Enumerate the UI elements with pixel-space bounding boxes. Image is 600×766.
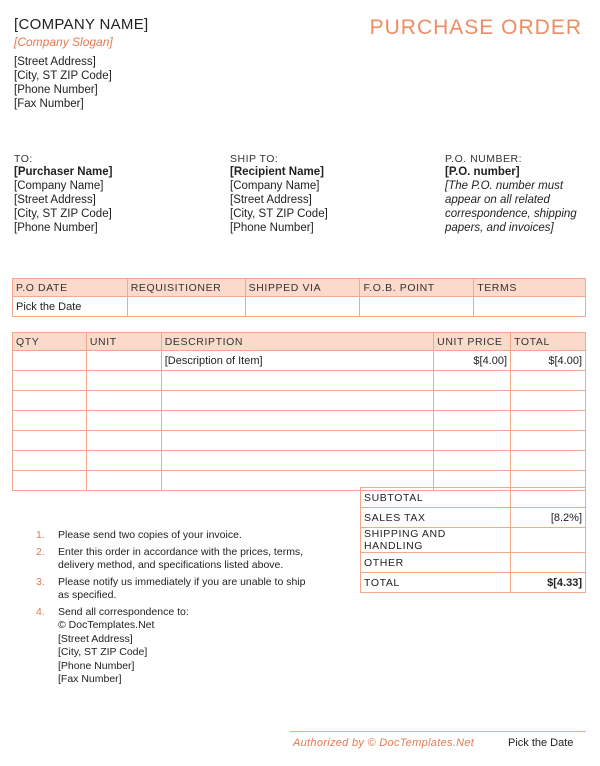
note-text: Please send two copies of your invoice.	[58, 529, 242, 541]
company-slogan: [Company Slogan]	[14, 35, 113, 49]
shipping-value[interactable]	[511, 528, 586, 553]
header-fob-point: F.O.B. POINT	[360, 279, 474, 297]
table-row	[13, 391, 586, 411]
ship-to-label: SHIP TO:	[230, 153, 279, 165]
qty-cell[interactable]	[13, 451, 87, 471]
unit-price-cell[interactable]	[434, 411, 511, 431]
note-text: [Phone Number]	[58, 659, 135, 672]
table-row	[13, 371, 586, 391]
description-cell[interactable]	[161, 391, 433, 411]
table-row	[13, 431, 586, 451]
ship-city[interactable]: [City, ST ZIP Code]	[230, 208, 328, 220]
po-label: P.O. NUMBER:	[445, 153, 522, 165]
qty-cell[interactable]	[13, 431, 87, 451]
note-text: [City, ST ZIP Code]	[58, 646, 148, 658]
note-number: 3.	[36, 575, 45, 588]
unit-price-cell[interactable]	[434, 451, 511, 471]
shipping-label: SHIPPING AND HANDLING	[361, 528, 511, 553]
total-cell[interactable]	[511, 451, 586, 471]
company-fax: [Fax Number]	[14, 98, 84, 110]
po-note-line: appear on all related	[445, 194, 550, 206]
header-unit: UNIT	[86, 333, 161, 351]
recipient-name[interactable]: [Recipient Name]	[230, 166, 324, 178]
ship-phone[interactable]: [Phone Number]	[230, 222, 314, 234]
total-cell[interactable]	[511, 371, 586, 391]
subtotal-value[interactable]	[511, 488, 586, 508]
table-row	[13, 411, 586, 431]
totals-table	[360, 487, 586, 593]
list-item	[36, 606, 306, 687]
description-cell[interactable]	[161, 371, 433, 391]
company-phone: [Phone Number]	[14, 84, 98, 96]
header-qty: QTY	[13, 333, 87, 351]
unit-price-cell[interactable]	[434, 431, 511, 451]
po-block	[445, 153, 577, 235]
ship-street[interactable]: [Street Address]	[230, 194, 312, 206]
unit-cell[interactable]	[86, 451, 161, 471]
unit-cell[interactable]	[86, 431, 161, 451]
document-title: PURCHASE ORDER	[369, 16, 582, 39]
description-cell[interactable]	[161, 411, 433, 431]
header-requisitioner: REQUISITIONER	[127, 279, 245, 297]
qty-cell[interactable]	[13, 371, 87, 391]
note-number: 2.	[36, 545, 45, 558]
unit-price-cell[interactable]	[434, 371, 511, 391]
note-text: © DocTemplates.Net	[58, 619, 155, 631]
unit-cell[interactable]	[86, 471, 161, 491]
description-cell[interactable]	[161, 451, 433, 471]
sales-tax-value[interactable]: [8.2%]	[511, 508, 586, 528]
header-description: DESCRIPTION	[161, 333, 433, 351]
other-value[interactable]	[511, 553, 586, 573]
list-item	[36, 529, 306, 543]
company-address	[14, 55, 112, 111]
note-text: as specified.	[58, 589, 117, 601]
note-number: 1.	[36, 529, 45, 541]
unit-price-cell[interactable]	[434, 391, 511, 411]
signature-line	[290, 731, 586, 732]
purchaser-name[interactable]: [Purchaser Name]	[14, 166, 113, 178]
po-note-line: papers, and invoices]	[445, 222, 554, 234]
qty-cell[interactable]	[13, 471, 87, 491]
to-phone[interactable]: [Phone Number]	[14, 222, 98, 234]
note-text: [Fax Number]	[58, 673, 122, 685]
note-text: delivery method, and specifications listed above.	[58, 559, 284, 571]
unit-cell[interactable]	[86, 411, 161, 431]
other-label: OTHER	[361, 553, 511, 573]
to-block	[14, 153, 112, 235]
po-date-field[interactable]: Pick the Date	[13, 297, 128, 317]
po-note-line: correspondence, shipping	[445, 208, 577, 220]
note-text: [Street Address]	[58, 632, 133, 645]
description-cell[interactable]	[161, 431, 433, 451]
to-street[interactable]: [Street Address]	[14, 194, 96, 206]
total-value[interactable]: $[4.33]	[511, 573, 586, 593]
header-total: TOTAL	[511, 333, 586, 351]
terms-field[interactable]	[474, 297, 586, 317]
header-shipped-via: SHIPPED VIA	[245, 279, 360, 297]
to-label: TO:	[14, 153, 33, 165]
table-row	[13, 451, 586, 471]
total-cell[interactable]	[511, 411, 586, 431]
po-note-line: [The P.O. number must	[445, 180, 564, 192]
note-text: Enter this order in accordance with the prices, terms,	[58, 545, 304, 558]
qty-cell[interactable]	[13, 351, 87, 371]
requisitioner-field[interactable]	[127, 297, 245, 317]
authorized-by: Authorized by © DocTemplates.Net	[293, 737, 475, 749]
to-city[interactable]: [City, ST ZIP Code]	[14, 208, 112, 220]
header-po-date: P.O DATE	[13, 279, 128, 297]
note-text: Send all correspondence to:	[58, 605, 189, 618]
total-cell[interactable]	[511, 431, 586, 451]
fob-point-field[interactable]	[360, 297, 474, 317]
note-number: 4.	[36, 605, 45, 618]
ship-to-block	[230, 153, 328, 235]
items-table	[12, 332, 586, 491]
company-name: [COMPANY NAME]	[14, 16, 149, 33]
unit-cell[interactable]	[86, 391, 161, 411]
notes-list	[36, 529, 306, 690]
po-number[interactable]: [P.O. number]	[445, 166, 520, 178]
total-cell[interactable]: $[4.00]	[511, 351, 586, 371]
list-item	[36, 576, 306, 603]
note-text: Please notify us immediately if you are unable to ship	[58, 575, 306, 588]
qty-cell[interactable]	[13, 411, 87, 431]
subtotal-label: SUBTOTAL	[361, 488, 511, 508]
header-unit-price: UNIT PRICE	[434, 333, 511, 351]
header-terms: TERMS	[474, 279, 586, 297]
company-city: [City, ST ZIP Code]	[14, 70, 112, 82]
to-company[interactable]: [Company Name]	[14, 180, 104, 192]
order-info-table	[12, 278, 586, 317]
total-cell[interactable]	[511, 391, 586, 411]
unit-cell[interactable]	[86, 371, 161, 391]
list-item	[36, 546, 306, 573]
signature-date-field[interactable]: Pick the Date	[508, 737, 574, 749]
qty-cell[interactable]	[13, 391, 87, 411]
sales-tax-label: SALES TAX	[361, 508, 511, 528]
description-cell[interactable]: [Description of Item]	[161, 351, 433, 371]
total-label: TOTAL	[361, 573, 511, 593]
shipped-via-field[interactable]	[245, 297, 360, 317]
company-street: [Street Address]	[14, 56, 96, 68]
unit-cell[interactable]	[86, 351, 161, 371]
ship-company[interactable]: [Company Name]	[230, 180, 320, 192]
unit-price-cell[interactable]: $[4.00]	[434, 351, 511, 371]
table-row	[13, 351, 586, 371]
